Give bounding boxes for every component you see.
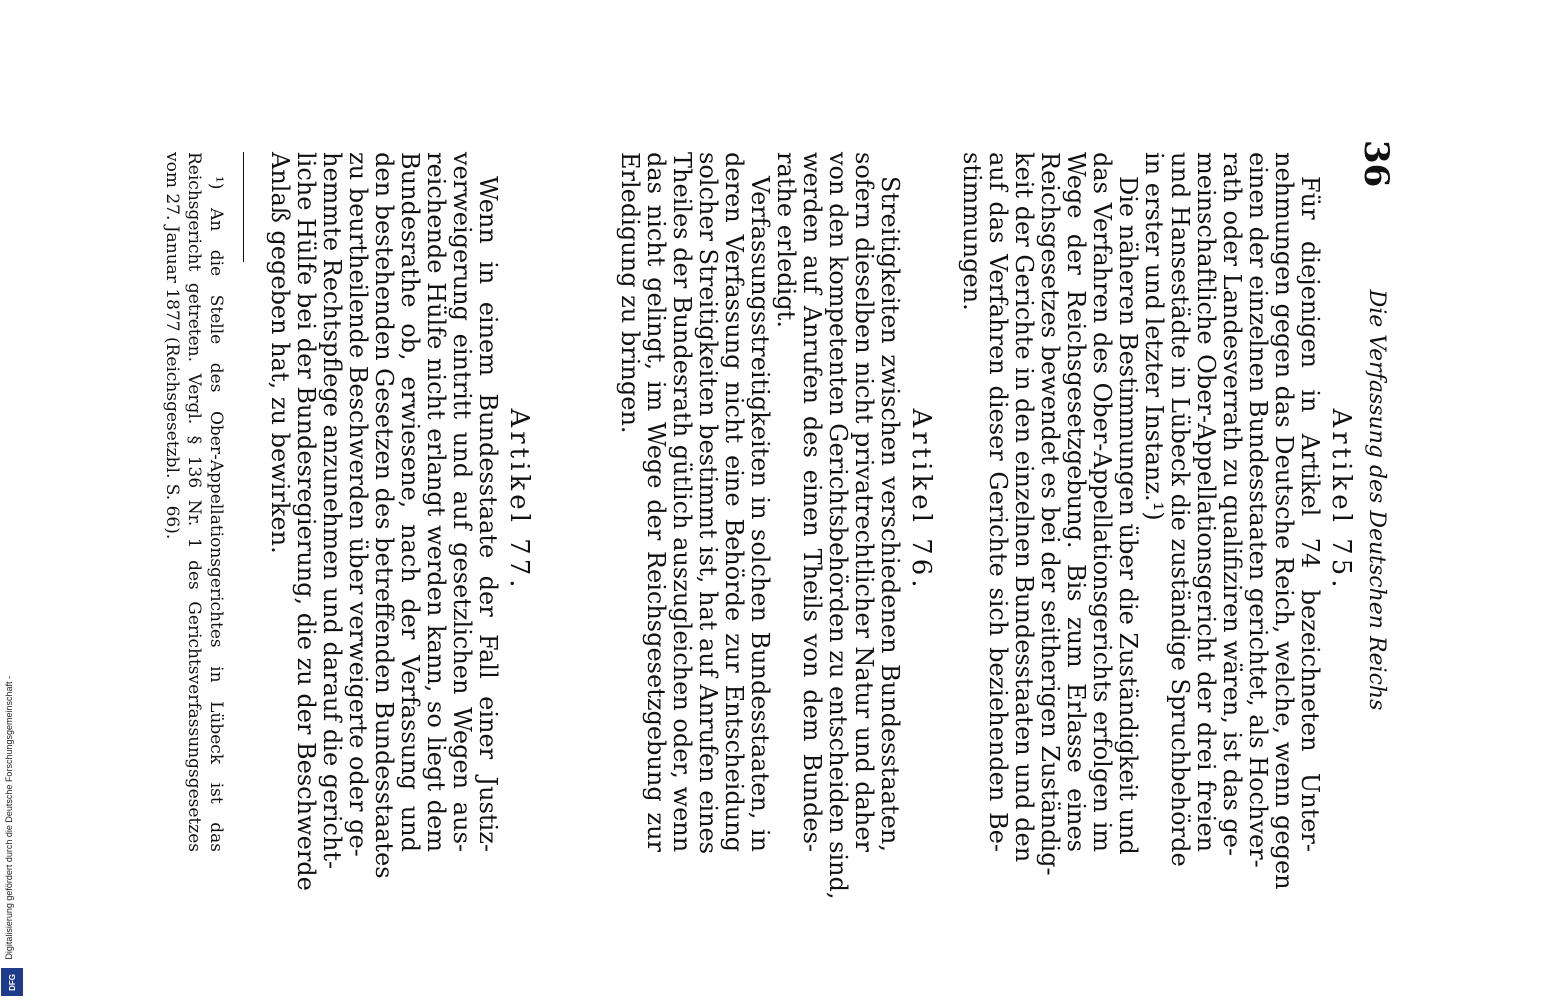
text-line: meinschaftliche Ober-Appellationsgericht der drei freien (1192, 152, 1220, 852)
text-line: werden auf Anrufen des einen Theils von dem Bundes- (798, 152, 826, 852)
text-line: hemmte Rechtspflege anzunehmen und darauf die gericht- (318, 152, 346, 870)
text-line: sofern dieselben nicht privatrechtlicher Natur und daher (850, 152, 878, 852)
text-line: Wenn in einem Bundesstaate der Fall einer Justiz- (474, 176, 502, 852)
text-line: Anlaß gegeben hat, zu bewirken. (266, 152, 294, 554)
text-line: Für diejenigen in Artikel 74 bezeichneten Unter- (1296, 176, 1324, 852)
text-line: Theiles der Bundesrath gütlich auszugleichen oder, wenn (668, 152, 696, 853)
footnote-line: Reichsgericht getreten. Vergl. § 136 Nr. 1 des Gerichtsverfassungsgesetzes (184, 152, 204, 852)
text-line: von den kompetenten Gerichtsbehörden zu entscheiden sind, (824, 152, 852, 900)
text-line: Bundesrathe ob, erwiesene, nach der Verfassung und (396, 152, 424, 852)
text-line: deren Verfassung nicht eine Behörde zur Entscheidung (720, 152, 748, 852)
footnote-line: ¹) An die Stelle des Ober-Appellationsgerichtes in Lübeck ist das (206, 176, 226, 852)
running-head: Die Verfassung des Deutschen Reichs (1364, 289, 1389, 711)
page-number: 36 (1356, 140, 1396, 188)
text-line: reichende Hülfe nicht erlangt werden kann, so liegt dem (422, 152, 450, 852)
text-line: liche Hülfe bei der Bundesregierung, die zu der Beschwerde (292, 152, 320, 891)
article-76-heading: Artikel 76. (906, 408, 936, 592)
article-75-heading: Artikel 75. (1326, 408, 1356, 592)
text-line: einen der einzelnen Bundesstaaten gerichtet, als Hochver- (1244, 152, 1272, 868)
text-line: den bestehenden Gesetzen des betreffenden Bundesstaates (370, 152, 398, 879)
dfg-logo: DFG (1, 968, 23, 996)
text-line: Streitigkeiten zwischen verschiedenen Bundesstaaten, (876, 176, 904, 852)
text-line: solcher Streitigkeiten bestimmt ist, hat auf Anrufen eines (694, 152, 722, 855)
text-line: keit der Gerichte in den einzelnen Bundesstaaten und den (1010, 152, 1038, 863)
text-line: auf das Verfahren dieser Gerichte sich beziehenden Be- (984, 152, 1012, 852)
text-line: verweigerung eintritt und auf gesetzlichen Wegen aus- (448, 152, 476, 852)
footnote-line: vom 27. Januar 1877 (Reichsgesetzbl. S. 66). (162, 152, 182, 540)
text-line: zu beurtheilende Beschwerden über verweigerte oder ge- (344, 152, 372, 857)
text-line: das nicht gelingt, im Wege der Reichsgesetzgebung zur (642, 152, 670, 852)
digitization-credit: Digitalisierung gefördert durch die Deutsche Forschungsgemeinschaft - (4, 676, 14, 960)
text-line: Verfassungsstreitigkeiten in solchen Bundesstaaten, in (746, 176, 774, 852)
text-line: Erledigung zu bringen. (616, 152, 644, 434)
text-line: nehmungen gegen das Deutsche Reich, welche, wenn gegen (1270, 152, 1298, 890)
text-line: rathe erledigt. (772, 152, 800, 328)
article-77-heading: Artikel 77. (504, 408, 534, 592)
text-line: Reichsgesetzes bewendet es bei der seitherigen Zuständig- (1036, 152, 1064, 876)
text-line: das Verfahren des Ober-Appellationsgerichts erfolgen im (1088, 152, 1116, 852)
text-line: rath oder Landesverrath zu qualifiziren wären, ist das ge- (1218, 152, 1246, 857)
text-line: Die näheren Bestimmungen über die Zuständigkeit und (1114, 176, 1142, 855)
text-line: Wege der Reichsgesetzgebung. Bis zum Erlasse eines (1062, 152, 1090, 852)
digitization-sidebar (0, 0, 26, 1000)
text-line: stimmungen. (958, 152, 986, 311)
footnote-rule (243, 152, 244, 262)
text-line: in erster und letzter Instanz.¹) (1140, 152, 1168, 521)
text-line: und Hansestädte in Lübeck die zuständige Spruchbehörde (1166, 152, 1194, 867)
